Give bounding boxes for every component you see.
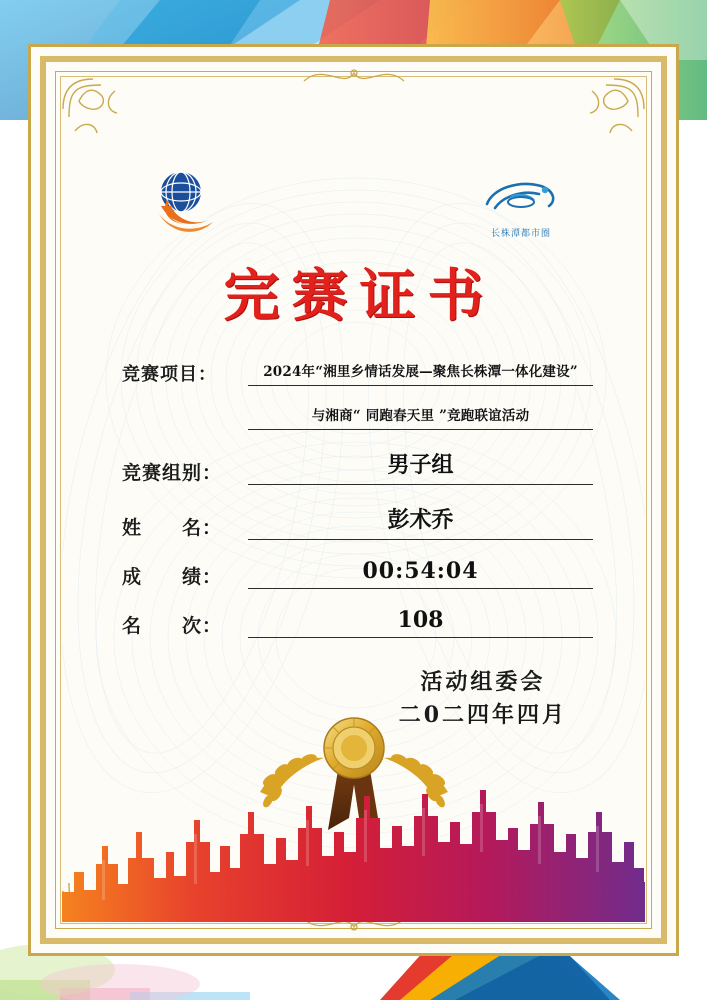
field-label-group: 竞赛组别： <box>122 462 223 484</box>
certificate-frame <box>28 44 679 956</box>
certificate-fields <box>122 360 593 656</box>
globe-swirl-logo <box>147 166 219 238</box>
field-value-group: 男子组 <box>248 448 593 485</box>
field-row-project <box>122 360 593 386</box>
city-skyline-silhouette <box>62 772 645 922</box>
field-value-score: 00:54:04 <box>248 558 593 589</box>
field-row-rank <box>122 607 593 638</box>
field-label-project: 竞赛项目： <box>122 364 217 385</box>
field-label-score: 成 绩： <box>122 566 223 588</box>
field-value-name: 彭术乔 <box>248 503 593 540</box>
field-row-project-line2 <box>122 404 593 430</box>
field-value-project-line1: 2024年“湘里乡情话发展—聚焦长株潭一体化建设” <box>248 360 593 386</box>
field-value-rank: 108 <box>248 607 593 638</box>
signature-date: 二0二四年四月 <box>398 702 567 728</box>
field-row-name <box>122 503 593 540</box>
field-row-group <box>122 448 593 485</box>
logo-caption: 长株潭都市圈 <box>490 228 551 238</box>
field-row-score <box>122 558 593 589</box>
signature-organization: 活动组委会 <box>420 669 546 695</box>
certificate-content <box>62 78 645 922</box>
field-label-rank: 名 次： <box>122 615 223 637</box>
changzhutan-city-group-logo <box>475 174 567 236</box>
field-label-name: 姓 名： <box>122 517 223 539</box>
page-title: 完赛证书 <box>223 263 496 329</box>
field-value-project-line2: 与湘商“ 同跑春天里 ”竞跑联谊活动 <box>248 404 593 430</box>
